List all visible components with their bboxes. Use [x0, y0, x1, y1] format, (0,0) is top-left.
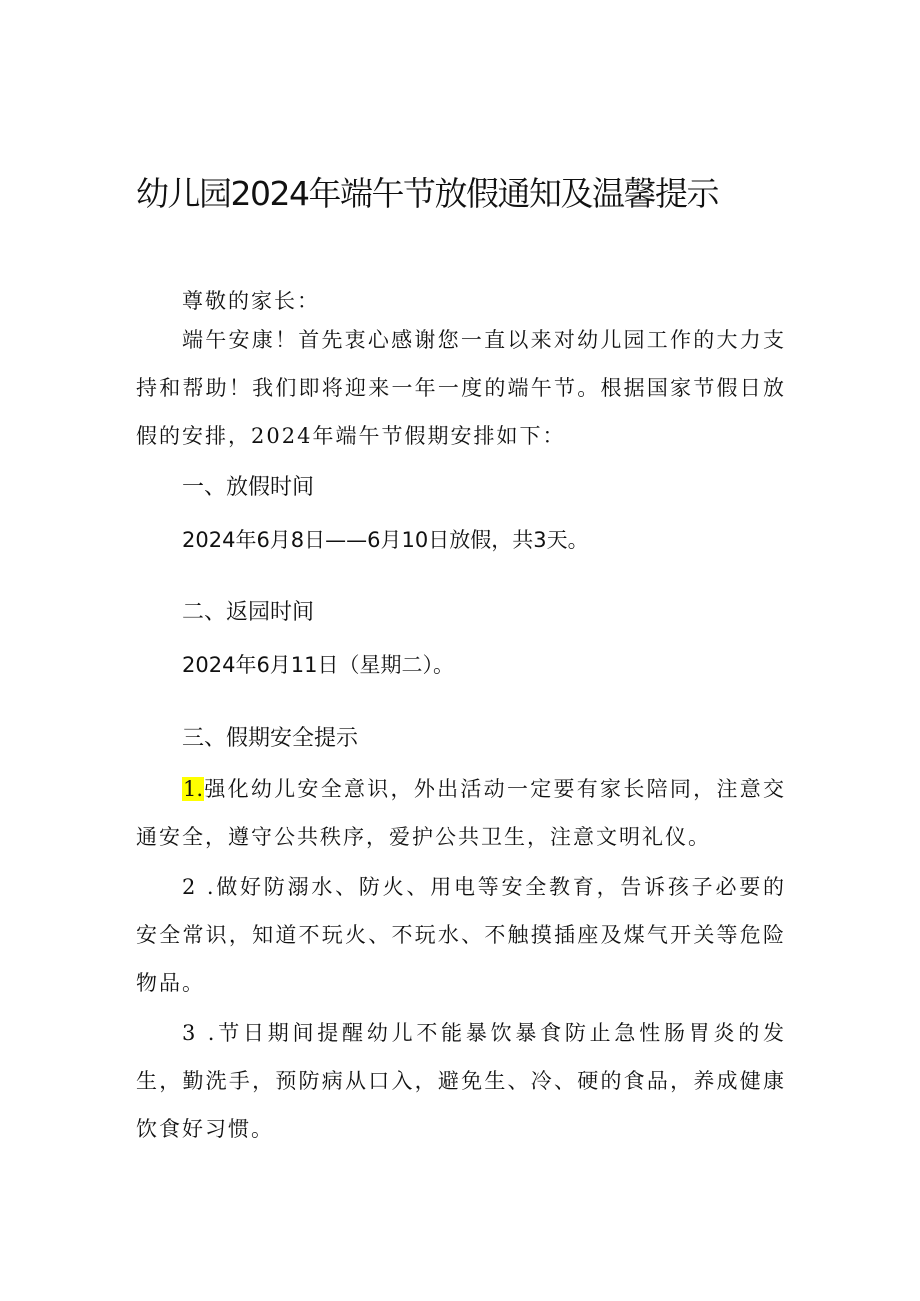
tip-text: 强化幼儿安全意识，外出活动一定要有家长陪同，注意交通安全，遵守公共秩序，爱护公共卫生，注意文明礼仪。 [136, 777, 786, 849]
safety-tip-item [136, 1009, 786, 1153]
greeting: 尊敬的家长： [182, 289, 320, 313]
tip-number: 2 [182, 875, 198, 899]
tip-text: .节日期间提醒幼儿不能暴饮暴食防止急性肠胃炎的发生，勤洗手，预防病从口入，避免生、冷、硬的食品，养成健康饮食好习惯。 [136, 1021, 786, 1141]
return-time-content: 2024年6月11日（星期二）。 [182, 653, 455, 677]
document-title: 幼儿园2024年端午节放假通知及温馨提示 [136, 174, 718, 213]
holiday-time-content: 2024年6月8日——6月10日放假，共3天。 [182, 528, 589, 552]
safety-tip-item [136, 863, 786, 1007]
intro-paragraph: 端午安康！首先衷心感谢您一直以来对幼儿园工作的大力支持和帮助！我们即将迎来一年一度的端午节。根据国家节假日放假的安排，2024年端午节假期安排如下： [136, 328, 786, 448]
tip-text: .做好防溺水、防火、用电等安全教育，告诉孩子必要的安全常识，知道不玩火、不玩水、不触摸插座及煤气开关等危险物品。 [136, 875, 786, 995]
tip-number-highlight: 1. [183, 777, 204, 801]
section-heading-holiday-time: 一、放假时间 [182, 475, 315, 500]
safety-tip-item [136, 765, 786, 861]
section-heading-safety-tips: 三、假期安全提示 [182, 726, 359, 751]
tip-number: 3 [182, 1021, 198, 1045]
section-heading-return-time: 二、返园时间 [182, 600, 315, 625]
